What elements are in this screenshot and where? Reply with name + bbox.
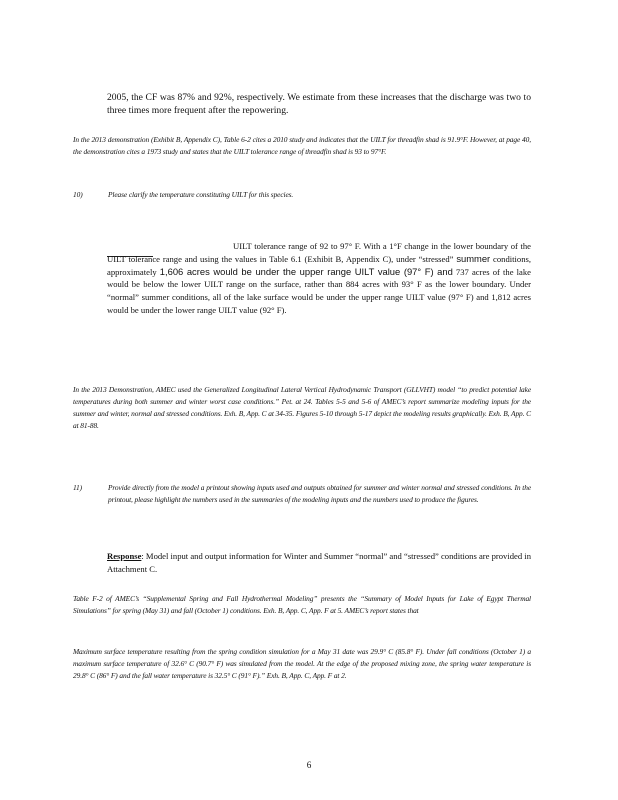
response-label: Response <box>107 551 142 561</box>
response-text: : Model input and output information for Winter and Summer “normal” and “stressed” conditions are provided in Attachment C. <box>107 551 531 574</box>
response-highlight-summer: summer <box>456 252 491 264</box>
question-text: Please clarify the temperature constituting UILT for this species. <box>108 190 294 199</box>
response-text-part: UILT tolerance range of 92 to 97° F. With a 1°F change in the lower boundary of the UILT tolerance range and using the values in Table 6.1 (Exhibit B, Appendix C), under “stressed” <box>107 241 531 264</box>
quoted-paragraph: Maximum surface temperature resulting from the spring condition simulation for a May 31 date was 29.9° C (85.8° F). Under fall conditions (October 1) a maximum surface temperature of 32.6° C (90.7° F) was simulated from the model. At the edge of the proposed mixing zone, the spring water temperature is 29.8° C (86° F) and the fall water temperature is 32.5° C (91° F).” Exh. B, App. C, App. F at 2. <box>73 647 531 680</box>
response-highlight-acres: 1,606 acres would be under the upper range UILT value (97° F) and <box>159 265 453 277</box>
page-number: 6 <box>306 760 312 770</box>
response-text-part: conditions, approximately <box>107 253 531 277</box>
response-paragraph-1 <box>107 240 531 317</box>
question-number: 11) <box>73 483 83 492</box>
table-f2-paragraph: Table F-2 of AMEC’s “Supplemental Spring and Fall Hydrothermal Modeling” presents the “Summary of Model Inputs for Lake of Egypt Thermal Simulations” for spring (May 31) and fall (October 1) conditions. Exh. B, App. C, App. F at 5. AMEC’s report states that <box>73 594 531 615</box>
intro-paragraph: 2005, the CF was 87% and 92%, respectively. We estimate from these increases that the discharge was two to three times more frequent after the repowering. <box>107 92 531 116</box>
response-text-part: 737 acres of the lake would be below the lower UILT range on the surface, rather than 884 acres with 93° F as the lower boundary. Under “normal” summer conditions, all of the lake surface would be under the upper range UILT value (97° F) and 1,812 acres would be under the lower range UILT value (92° F). <box>107 266 531 315</box>
response-paragraph-2 <box>107 550 531 576</box>
question-11 <box>73 482 531 542</box>
question-text: Provide directly from the model a printout showing inputs used and outputs obtained for summer and winter normal and stressed conditions. In the printout, please highlight the numbers used in the summaries of the modeling inputs and the numbers used to produce the figures. <box>108 483 531 504</box>
question-number: 10) <box>73 190 83 199</box>
uilt-paragraph: In the 2013 demonstration (Exhibit B, Appendix C), Table 6-2 cites a 2010 study and indicates that the UILT for threadfin shad is 91.9°F. However, at page 40, the demonstration cites a 1973 study and states that the UILT tolerance range of threadfin shad is 93 to 97°F. <box>73 135 531 156</box>
question-10 <box>73 189 531 203</box>
gllvht-paragraph: In the 2013 Demonstration, AMEC used the Generalized Longitudinal Lateral Vertical Hydrodynamic Transport (GLLVHT) model “to predict potential lake temperatures during both summer and winter worst case conditions.” Pet. at 24. Tables 5-5 and 5-6 of AMEC’s report summarize modeling inputs for the summer and winter, normal and stressed conditions. Exh. B, App. C at 34-35. Figures 5-10 through 5-17 depict the modeling results graphically. Exh. B, App. C at 81-88. <box>73 385 531 430</box>
